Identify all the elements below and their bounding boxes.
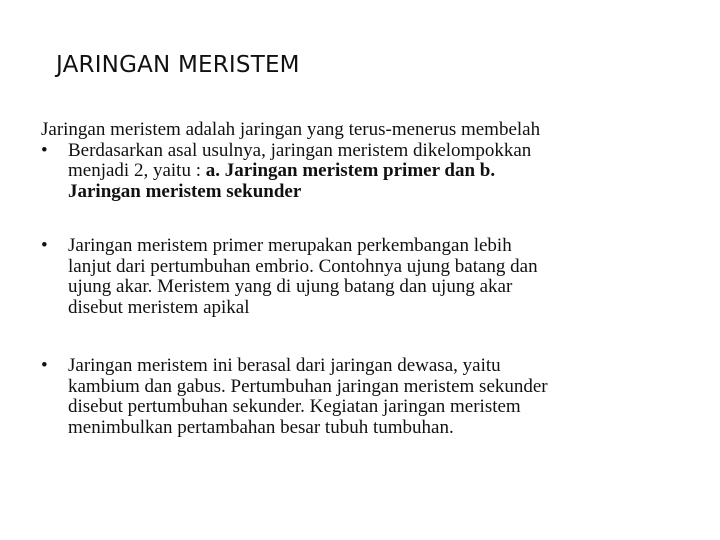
bullet-line: Berdasarkan asal usulnya, jaringan meristem dikelompokkan	[68, 139, 532, 161]
bullet-icon: •	[41, 139, 48, 161]
bullet-line	[68, 161, 691, 182]
bullet-item	[41, 141, 691, 203]
bullet-icon: •	[41, 235, 48, 256]
bullet-line: Jaringan meristem primer merupakan perkembangan lebih	[68, 235, 512, 256]
bullet-item	[41, 236, 691, 318]
bullet-line: ujung akar. Meristem yang di ujung batang dan ujung akar	[68, 276, 513, 297]
bullet-icon: •	[41, 355, 48, 376]
bullet-line-text: menjadi 2, yaitu :	[68, 160, 206, 181]
bullet-line: menimbulkan pertambahan besar tubuh tumbuhan.	[68, 416, 454, 438]
bullet-item	[41, 356, 691, 438]
bullet-line-emphasis: a. Jaringan meristem primer dan b.	[205, 160, 496, 181]
slide-body	[41, 120, 691, 438]
bullet-line: disebut pertumbuhan sekunder. Kegiatan jaringan meristem	[68, 396, 521, 417]
bullet-line: lanjut dari pertumbuhan embrio. Contohnya ujung batang dan	[68, 255, 538, 277]
bullet-line: kambium dan gabus. Pertumbuhan jaringan meristem sekunder	[68, 375, 548, 397]
bullet-line: disebut meristem apikal	[68, 296, 250, 318]
intro-text: Jaringan meristem adalah jaringan yang terus-menerus membelah	[41, 119, 541, 140]
bullet-line: Jaringan meristem ini berasal dari jaringan dewasa, yaitu	[68, 355, 501, 376]
bullet-line-emphasis: Jaringan meristem sekunder	[68, 180, 302, 202]
slide-title: JARINGAN MERISTEM	[56, 52, 300, 78]
